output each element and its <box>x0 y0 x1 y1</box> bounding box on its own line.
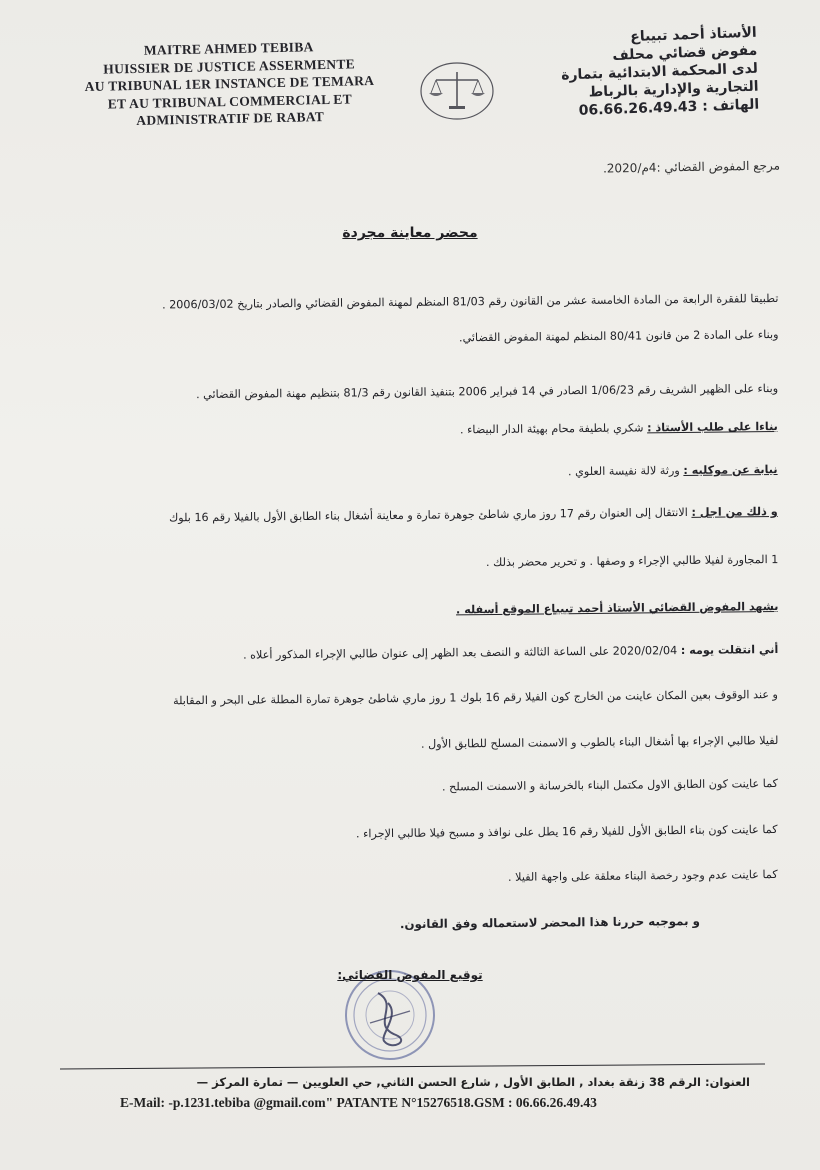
witness-line: يشهد المفوض القضائي الأستاذ أحمد تبيباع الموقع أسفله . <box>455 600 779 617</box>
visit-value: 2020/02/04 على الساعة الثالثة و النصف بعد الظهر إلى عنوان طالبي الإجراء المذكور أعلاه . <box>242 644 677 662</box>
purpose-line <box>169 505 778 524</box>
request-line <box>460 420 778 436</box>
observation-1-continued: لفيلا طالبي الإجراء بها أشغال البناء بالطوب و الاسمنت المسلح للطابق الأول . <box>420 734 779 751</box>
client-value: ورثة لالة نفيسة العلوي . <box>568 464 681 479</box>
french-letterhead-line: ADMINISTRATIF DE RABAT <box>136 109 325 128</box>
french-letterhead-line: HUISSIER DE JUSTICE ASSERMENTE <box>103 55 356 77</box>
arabic-letterhead <box>507 24 760 123</box>
request-value: شكري بلطيفة محام بهيئة الدار البيضاء . <box>460 421 644 437</box>
visit-label: أني انتقلت يومه : <box>680 643 779 658</box>
arabic-letterhead-line: التجارية والإدارية بالرباط <box>588 78 759 101</box>
french-letterhead <box>61 37 398 131</box>
observation-4: كما عاينت عدم وجود رخصة البناء معلقة على واجهة الفيلا . <box>508 868 779 884</box>
paragraph-law-80-41: وبناء على المادة 2 من قانون 80/41 المنظم لمهنة المفوض القضائي. <box>458 328 779 345</box>
client-line <box>568 463 778 478</box>
scales-of-justice-icon <box>418 60 496 122</box>
french-letterhead-line: MAITRE AHMED TEBIBA <box>143 39 314 58</box>
paragraph-law-81-03: تطبيقا للفقرة الرابعة من المادة الخامسة عشر من القانون رقم 81/03 المنظم لمهنة المفوض القضائي والصادر بتاريخ 2006/03/02 . <box>161 292 779 312</box>
footer-address: العنوان: الرقم 38 زنقة بغداد , الطابق الأول , شارع الحسن الثاني, حي العلويين — تمارة المركز — <box>196 1075 750 1089</box>
signature-label: توقيع المفوض القضائي: <box>337 968 483 982</box>
french-letterhead-line: ET AU TRIBUNAL COMMERCIAL ET <box>107 90 353 112</box>
arabic-letterhead-line: لدى المحكمة الابتدائية بتمارة <box>560 60 759 84</box>
closing-statement: و بموجبه حررنا هذا المحضر لاستعماله وفق القانون. <box>400 914 701 932</box>
footer-contact: E-Mail: -p.1231.tebiba @gmail.com" PATANTE N°15276518.GSM : 06.66.26.49.43 <box>120 1095 597 1110</box>
paragraph-dahir: وبناء على الظهير الشريف رقم 1/06/23 الصادر في 14 فبراير 2006 بتنفيذ القانون رقم 81/3 بتنظيم مهنة المفوض القضائي . <box>195 382 779 402</box>
observation-2: كما عاينت كون الطابق الاول مكتمل البناء بالخرسانة و الاسمنت المسلح . <box>441 777 779 794</box>
visit-line <box>243 643 778 662</box>
purpose-line-continued: 1 المجاورة لفيلا طالبي الإجراء و وصفها . و تحرير محضر بذلك . <box>485 553 779 570</box>
client-label: نيابة عن موكليه : <box>683 463 779 477</box>
request-label: بناءا على طلب الأستاذ : <box>647 420 779 435</box>
document-title: محضر معاينة مجردة <box>342 225 478 241</box>
french-letterhead-line: AU TRIBUNAL 1ER INSTANCE DE TEMARA <box>84 72 375 95</box>
purpose-value: الانتقال إلى العنوان رقم 17 روز ماري شاطئ جوهرة تمارة و معاينة أشغال بناء الطابق الأول بالفيلا رقم 16 بلوك <box>169 505 689 525</box>
observation-1: و عند الوقوف بعين المكان عاينت من الخارج كون الفيلا رقم 16 بلوك 1 روز ماري شاطئ جوهرة تمارة المطلة على البحر و المقابلة <box>173 688 779 708</box>
arabic-letterhead-line: مفوض قضائي محلف <box>612 42 758 64</box>
phone-label: الهاتف : <box>701 96 760 115</box>
observation-3: كما عاينت كون بناء الطابق الأول للفيلا رقم 16 يطل على نوافذ و مسبح فيلا طالبي الإجراء . <box>356 823 779 841</box>
arabic-letterhead-line: الأستاذ أحمد تبيباع <box>629 24 757 46</box>
reference-number: مرجع المفوض القضائي :4م/2020. <box>602 158 781 176</box>
phone-number: 06.66.26.49.43 <box>578 98 698 119</box>
purpose-label: و ذلك من اجل : <box>691 505 779 519</box>
